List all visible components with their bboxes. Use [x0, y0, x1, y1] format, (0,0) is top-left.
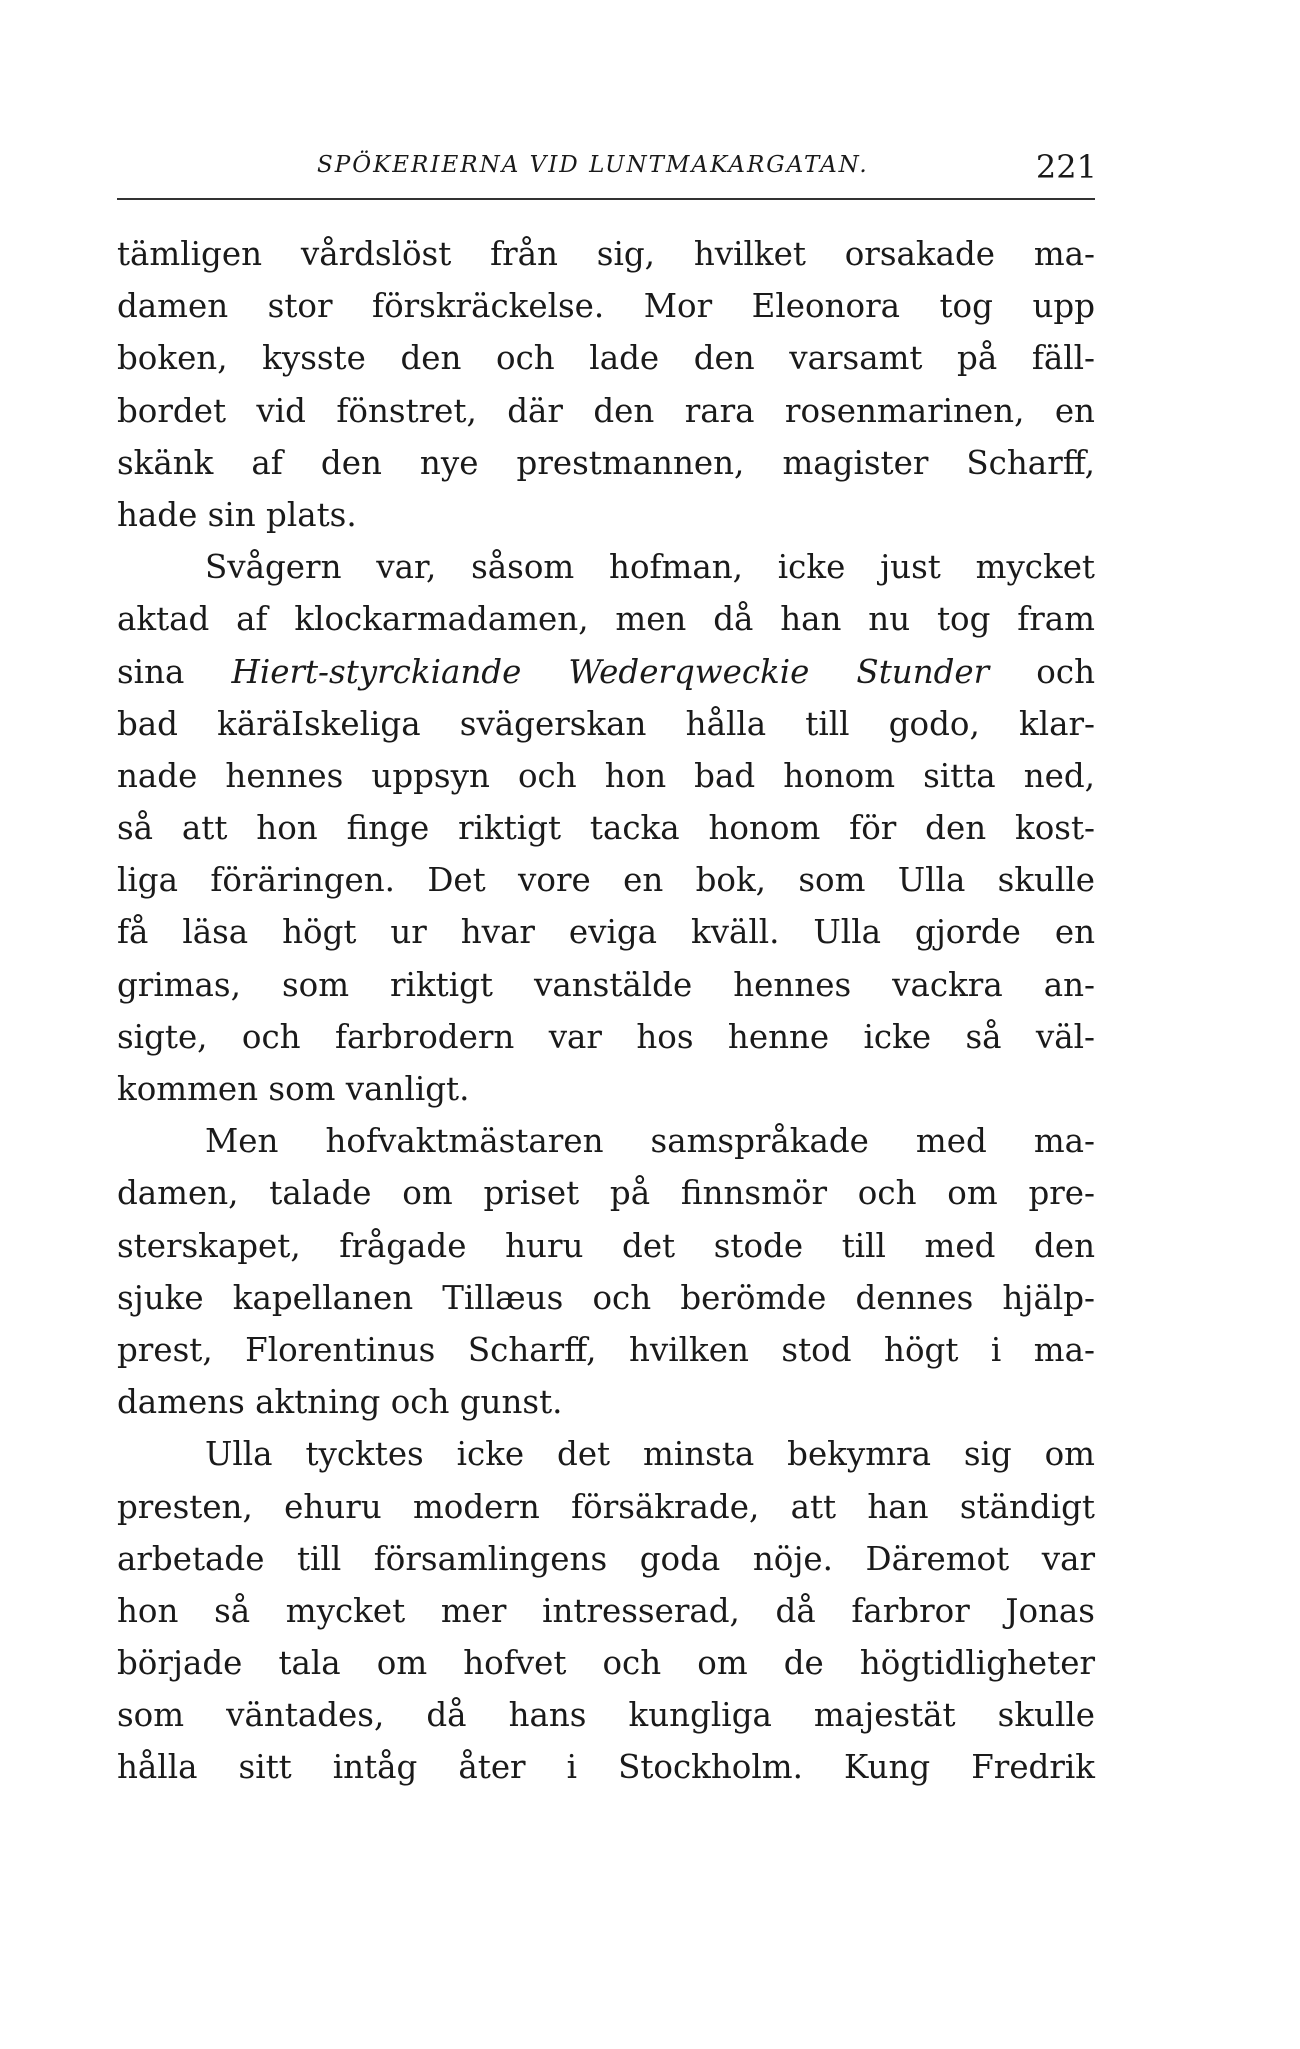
text-line: började tala om hofvet och om de högtidligheter: [117, 1644, 1095, 1683]
text-line: tämligen vårdslöst från sig, hvilket orsakade ma-: [117, 235, 1095, 273]
text-line: presten, ehuru modern försäkrade, att han ständigt: [117, 1487, 1095, 1526]
text-line: få läsa högt ur hvar eviga kväll. Ulla gjorde en: [117, 913, 1095, 952]
page-number: 221: [1035, 148, 1097, 186]
running-head: [117, 148, 1097, 198]
text-line: skänk af den nye prestmannen, magister Scharff,: [117, 443, 1095, 482]
header-rule: [117, 198, 1095, 200]
text-line-with-title: [117, 646, 1095, 698]
paragraph-end-line: damens aktning och gunst.: [117, 1383, 563, 1422]
paragraph-start-line: Svågern var, såsom hofman, icke just mycket: [205, 548, 1095, 587]
text-line: damen stor förskräckelse. Mor Eleonora tog upp: [117, 287, 1095, 326]
text-line: damen, talade om priset på finnsmör och om pre-: [117, 1174, 1095, 1213]
text-line: bad käräIskeliga svägerskan hålla till godo, klar-: [117, 704, 1095, 743]
text-line: nade hennes uppsyn och hon bad honom sitta ned,: [117, 756, 1095, 795]
text-fragment: och: [989, 652, 1095, 691]
running-title: SPÖKERIERNA VID LUNTMAKARGATAN.: [317, 152, 869, 178]
italic-book-title: Hiert-styrckiande Wederqweckie Stunder: [231, 652, 990, 691]
text-line: aktad af klockarmadamen, men då han nu tog fram: [117, 600, 1095, 639]
paragraph-start-line: Men hofvaktmästaren samspråkade med ma-: [205, 1122, 1095, 1161]
text-line: så att hon finge riktigt tacka honom för den kost-: [117, 809, 1095, 848]
text-line: sjuke kapellanen Tillæus och berömde dennes hjälp-: [117, 1278, 1095, 1317]
text-line: sterskapet, frågade huru det stode till med den: [117, 1226, 1095, 1265]
paragraph-start-line: Ulla tycktes icke det minsta bekymra sig om: [205, 1435, 1095, 1474]
text-line: grimas, som riktigt vanstälde hennes vackra an-: [117, 965, 1095, 1004]
paragraph-end-line: hade sin plats.: [117, 495, 357, 534]
body-text: [117, 228, 1095, 1794]
text-line: prest, Florentinus Scharff, hvilken stod högt i ma-: [117, 1330, 1095, 1369]
text-line: som väntades, då hans kungliga majestät skulle: [117, 1696, 1095, 1735]
text-fragment: sina: [117, 652, 232, 691]
text-line: liga föräringen. Det vore en bok, som Ulla skulle: [117, 861, 1095, 900]
text-line: sigte, och farbrodern var hos henne icke så väl-: [117, 1017, 1095, 1056]
text-line: boken, kysste den och lade den varsamt på fäll-: [117, 339, 1095, 378]
text-line: hålla sitt intåg åter i Stockholm. Kung Fredrik: [117, 1748, 1095, 1787]
paragraph-end-line: kommen som vanligt.: [117, 1070, 470, 1108]
text-line: bordet vid fönstret, där den rara rosenmarinen, en: [117, 391, 1095, 430]
text-line: arbetade till församlingens goda nöje. Däremot var: [117, 1539, 1095, 1578]
text-line: hon så mycket mer intresserad, då farbror Jonas: [117, 1591, 1095, 1630]
